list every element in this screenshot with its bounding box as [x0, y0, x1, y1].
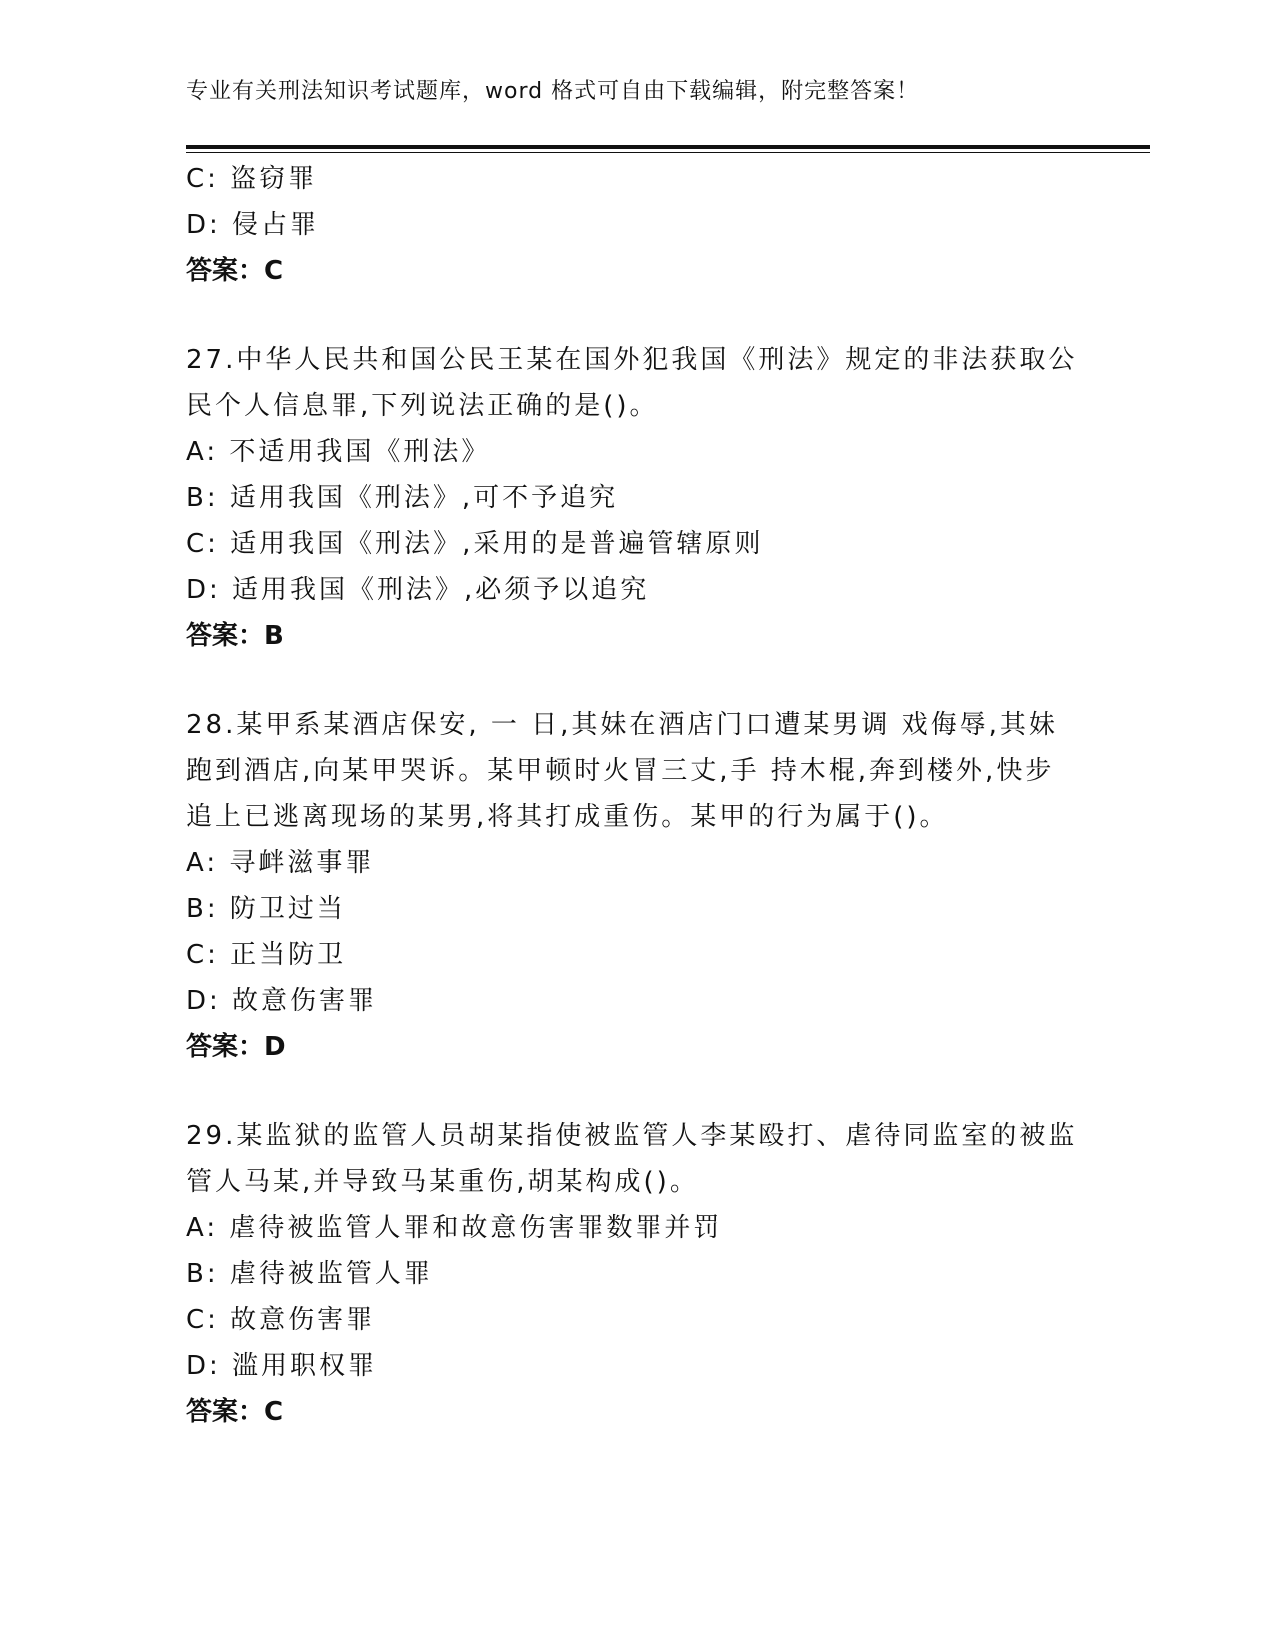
option-b: B: 虐待被监管人罪	[186, 1259, 433, 1289]
question-text: 27.中华人民共和国公民王某在国外犯我国《刑法》规定的非法获取公	[186, 345, 1078, 375]
page-header: 专业有关刑法知识考试题库，word 格式可自由下载编辑，附完整答案！	[186, 79, 920, 104]
question-text: 28.某甲系某酒店保安, 一 日,其妹在酒店门口遭某男调 戏侮辱,其妹	[186, 710, 1058, 740]
answer-line: 答案：D	[186, 1032, 286, 1062]
option-b: B: 防卫过当	[186, 894, 346, 924]
header-divider-thin	[186, 152, 1150, 153]
question-list	[186, 156, 1086, 1435]
option-d: D: 侵占罪	[186, 210, 320, 240]
answer-line: 答案：C	[186, 1397, 284, 1427]
option-c: C: 适用我国《刑法》,采用的是普遍管辖原则	[186, 529, 764, 559]
option-a: A: 不适用我国《刑法》	[186, 437, 491, 467]
option-d: D: 适用我国《刑法》,必须予以追究	[186, 575, 650, 605]
question-text: 跑到酒店,向某甲哭诉。某甲顿时火冒三丈,手 持木棍,奔到楼外,快步	[186, 756, 1055, 786]
question-text: 管人马某,并导致马某重伤,胡某构成()。	[186, 1167, 699, 1197]
previous-question-tail	[186, 156, 1086, 294]
header-divider	[186, 145, 1150, 149]
question-text: 29.某监狱的监管人员胡某指使被监管人李某殴打、虐待同监室的被监	[186, 1121, 1078, 1151]
option-d: D: 故意伤害罪	[186, 986, 378, 1016]
option-c: C: 正当防卫	[186, 940, 347, 970]
option-a: A: 寻衅滋事罪	[186, 848, 375, 878]
option-c: C: 故意伤害罪	[186, 1305, 376, 1335]
answer-line: 答案：B	[186, 621, 284, 651]
answer-line: 答案：C	[186, 256, 284, 286]
question-28	[186, 702, 1086, 1070]
option-b: B: 适用我国《刑法》,可不予追究	[186, 483, 619, 513]
question-29	[186, 1113, 1086, 1435]
question-text: 民个人信息罪,下列说法正确的是()。	[186, 391, 659, 421]
option-d: D: 滥用职权罪	[186, 1351, 378, 1381]
question-text: 追上已逃离现场的某男,将其打成重伤。某甲的行为属于()。	[186, 802, 949, 832]
option-a: A: 虐待被监管人罪和故意伤害罪数罪并罚	[186, 1213, 723, 1243]
question-27	[186, 337, 1086, 659]
option-c: C: 盗窃罪	[186, 164, 318, 194]
